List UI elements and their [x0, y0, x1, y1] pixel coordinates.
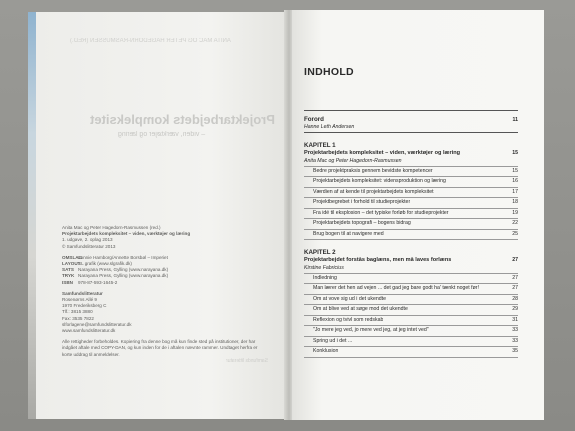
bleed-through-title: Projektarbejdets kompleksitet: [90, 112, 275, 127]
toc-entry: "Jo mere jeg ved, jo mere ved jeg, at jeg intet ved" 33: [304, 326, 518, 337]
toc-author: Kirstine Fabricius: [304, 265, 518, 274]
publisher-line: Fax: 3535 7822: [62, 315, 94, 321]
toc-author: Hanne Leth Andersen: [304, 124, 355, 130]
toc-entry: Man lærer det hen ad vejen ... det gad jeg bare godt ha' tænkt noget før! 27: [304, 284, 518, 295]
rights-notice: Alle rettigheder forbeholdes. Kopiering fra denne bog må kun finde sted på institutioner, der har indgået aftale med COPY-DAN, og kun inden for de i aftalen nævnte rammer. Undtaget herfra er korte uddrag til anmeldelser.: [62, 339, 258, 357]
colophon-edition: 1. udgave, 2. oplag 2013: [62, 237, 113, 243]
credit-line: OMSLAGLonnie Hamborg/Annette Borsbøl – Imperiet: [62, 254, 168, 260]
toc-entry: Bedre projektpraksis gennem bevidste kompetencer 15: [304, 167, 518, 178]
credit-line: ISBN 978-87-593-1645-2: [62, 279, 118, 285]
publisher-line: Rosenørns Allé 9: [62, 297, 97, 303]
credit-line: TRYK Narayana Press, Gylling (www.narayana.dk): [62, 273, 169, 279]
toc-entry: Fra idé til eksplosion – det typiske forløb for studieprojekter 19: [304, 209, 518, 220]
publisher-line: slforlagene@samfundslitteratur.dk: [62, 321, 132, 327]
toc-entry: Indledning 27: [304, 274, 518, 285]
publisher-line: www.samfundslitteratur.dk: [62, 328, 116, 334]
credit-line: SATS Narayana Press, Gylling (www.narayana.dk): [62, 267, 169, 273]
credit-line: LAYOUTSL grafik (www.slgrafik.dk): [62, 261, 132, 267]
publisher-line: Tlf.: 3815 3880: [62, 309, 93, 315]
toc-kapitel-label: KAPITEL 1: [304, 142, 336, 149]
toc-top-rule: [304, 110, 518, 111]
toc-author: Anita Mac og Peter Hagedorn-Rasmussen: [304, 158, 518, 167]
toc-entry: Projektarbejdets kompleksitet: vidensproduktion og læring 16: [304, 177, 518, 188]
bleed-through-header: ANITA MAC OG PETER HAGEDORN-RASMUSSEN (RED.): [70, 38, 231, 44]
toc-forord: [304, 116, 518, 124]
toc-kapitel-label: KAPITEL 2: [304, 249, 336, 256]
toc-entry: Brug bogen til at navigere med 25: [304, 230, 518, 241]
toc-rule: [304, 132, 518, 133]
publisher-line: 1970 Frederiksberg C: [62, 303, 107, 309]
bleed-through-subtitle: – viden, værktøjer og læring: [118, 131, 206, 138]
toc-entry: Spring ud i det ... 33: [304, 337, 518, 348]
colophon-copyright: © Samfundslitteratur 2013: [62, 243, 116, 249]
toc-entry: Om at vove sig ud i det ukendte 28: [304, 295, 518, 306]
toc-entry: Værdien af at kende til projektarbejdets kompleksitet 17: [304, 188, 518, 199]
toc-page-number: 11: [512, 117, 518, 123]
toc-entry: Om at blive ved at søge mod det ukendte 29: [304, 305, 518, 316]
toc-entry: Projektarbejdets topografi – bogens bidrag 22: [304, 219, 518, 230]
toc-heading: INDHOLD: [304, 66, 354, 78]
toc-entry: Konklusion 35: [304, 347, 518, 358]
cover-edge: [28, 12, 36, 419]
toc-chapter-title: Projektarbejdets kompleksitet – viden, værktøjer og læring 15: [304, 150, 518, 156]
publisher-name: Samfundslitteratur: [62, 290, 103, 296]
toc-entry: Reflexion og tvivl som redskab 31: [304, 316, 518, 327]
toc-forord-title: Forord: [304, 116, 324, 123]
colophon-editors: Anita Mac og Peter Hagedorn-Rasmussen (red.): [62, 225, 161, 230]
colophon: [62, 225, 267, 358]
colophon-title: Projektarbejdets kompleksitet – viden, værktøjer og læring: [62, 231, 191, 237]
toc-chapter-title: Projektarbejdet forstås baglæns, men må laves forlæns 27: [304, 257, 518, 263]
toc-entry: Projektbegrebet i forhold til studieprojekter 18: [304, 198, 518, 209]
table-of-contents: [304, 66, 518, 358]
bleed-through-logo: Samfunds litteratur: [226, 358, 268, 364]
